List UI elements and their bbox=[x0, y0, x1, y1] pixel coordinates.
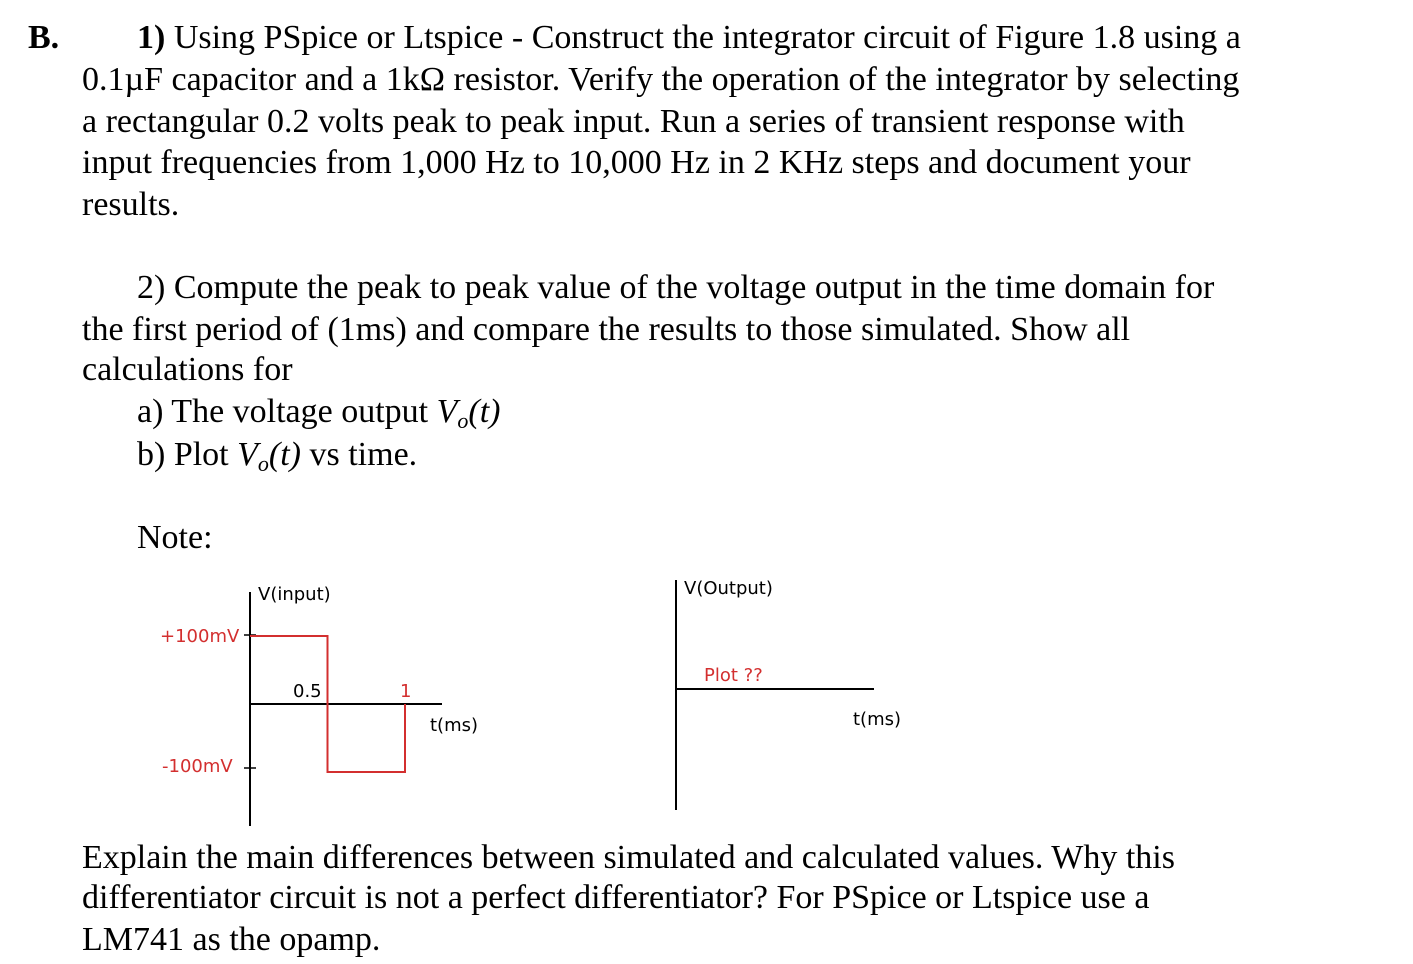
input-x-axis-label: t(ms) bbox=[430, 715, 479, 736]
q1-lead: Using PSpice or Ltspice - bbox=[173, 19, 524, 56]
q1-number: 1) bbox=[137, 19, 166, 56]
q2-item-a-prefix: a) The voltage output bbox=[137, 393, 437, 430]
q2-item-b-suffix: vs time. bbox=[301, 436, 418, 473]
vo-subscript: o bbox=[457, 408, 469, 433]
q1-line-4: results. bbox=[82, 186, 180, 223]
closing-line-1: differentiator circuit is not a perfect differentiator? For PSpice or Ltspice use a bbox=[82, 879, 1150, 916]
q2-line-1: the first period of (1ms) and compare the results to those simulated. Show all bbox=[82, 311, 1131, 348]
q2-item-b-prefix: b) Plot bbox=[137, 436, 238, 473]
vo-argument: (t) bbox=[468, 393, 501, 430]
section-label: B. bbox=[28, 19, 60, 56]
input-plot bbox=[160, 584, 478, 826]
input-x-mark-half: 0.5 bbox=[293, 681, 322, 702]
output-x-axis-label: t(ms) bbox=[853, 709, 902, 730]
q2-line-2: calculations for bbox=[82, 351, 293, 388]
closing-line-2: LM741 as the opamp. bbox=[82, 921, 381, 958]
input-plot-title: V(input) bbox=[258, 584, 331, 605]
output-plot bbox=[676, 578, 901, 810]
output-plot-title: V(Output) bbox=[684, 578, 773, 599]
input-y-pos-label: +100mV bbox=[160, 626, 240, 647]
input-y-neg-label: -100mV bbox=[162, 756, 233, 777]
output-placeholder: Plot ?? bbox=[704, 665, 763, 686]
q1-line-3: input frequencies from 1,000 Hz to 10,000 Hz in 2 KHz steps and document your bbox=[82, 144, 1191, 181]
vo-subscript: o bbox=[257, 451, 269, 476]
closing-line-0: Explain the main differences between simulated and calculated values. Why this bbox=[82, 839, 1175, 876]
q1-line-1: 0.1µF capacitor and a 1kΩ resistor. Verify the operation of the integrator by selecting bbox=[82, 61, 1240, 98]
q2-line-0: 2) Compute the peak to peak value of the voltage output in the time domain for bbox=[137, 269, 1215, 306]
vo-symbol: V bbox=[436, 393, 458, 430]
vo-argument: (t) bbox=[268, 436, 301, 473]
input-x-mark-full: 1 bbox=[400, 681, 412, 702]
vo-symbol: V bbox=[237, 436, 258, 473]
note-label: Note: bbox=[137, 519, 213, 556]
q1-line-2: a rectangular 0.2 volts peak to peak input. Run a series of transient response with bbox=[82, 103, 1185, 140]
q1-line-0: Construct the integrator circuit of Figure 1.8 using a bbox=[531, 19, 1241, 56]
